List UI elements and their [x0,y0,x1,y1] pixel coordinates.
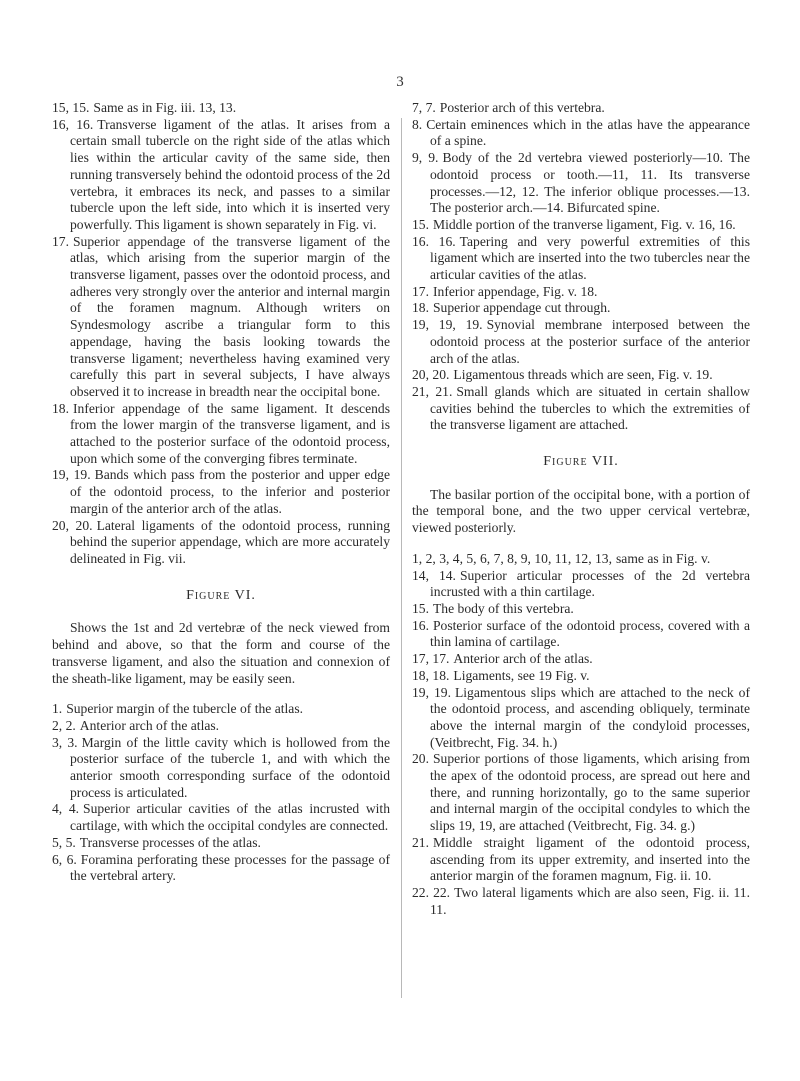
legend-entry [52,835,390,852]
entry-text: Small glands which are situated in certain shallow cavities behind the tubercles to which the extremities of the transverse ligament are attached. [430,383,750,433]
legend-entry [412,317,750,367]
legend-entry [412,668,750,685]
entry-number: 20, 20. [412,367,450,383]
legend-entry [52,701,390,718]
entry-text: Posterior arch of this vertebra. [439,100,605,115]
legend-entry [52,234,390,401]
entry-number: 16. 16. [412,233,456,249]
legend-entry [412,284,750,301]
legend-entry [412,885,750,918]
right-entries-a [412,100,750,434]
entry-text: Ligamentous slips which are attached to the neck of the odontoid process, and ascending obliquely, terminate above the internal margin of the condyloid processes, (Veitbrecht, Fig. 34. h.) [430,684,750,750]
entry-text: Superior margin of the tubercle of the atlas. [66,701,304,717]
entry-text: Superior appendage of the transverse ligament of the atlas, which arising from the superior margin of the transverse ligament, passes over the odontoid process, and adheres very strongly over the anterior and internal margin of the foramen magnum. Although writers on Syndesmology ascribe a triangular form to this appendage, having the basis looking towards the transverse ligament; nevertheless having examined very carefully this part in several subjects, I have always observed it to increase in breadth near the occipital bone. [70,233,390,399]
entry-text: Posterior surface of the odontoid process, covered with a thin lamina of cartilage. [430,617,750,650]
figure-vi-intro: Shows the 1st and 2d vertebræ of the neck viewed from behind and above, so that the form and course of the transverse ligament, and also the situation and connexion of the sheath-like ligament, may be easily seen. [52,620,390,686]
entry-text: Superior articular processes of the 2d vertebra incrusted with a thin cartilage. [430,567,750,600]
entry-number: 15, 15. [52,100,90,115]
entry-text: Superior articular cavities of the atlas incrusted with cartilage, with which the occipital condyles are connected. [70,801,390,834]
entry-text: Middle portion of the tranverse ligament, Fig. v. 16, 16. [433,216,736,232]
entry-text: Inferior appendage, Fig. v. 18. [433,283,598,299]
figure-heading-vi: Figure VI. [186,587,256,603]
entry-number: 3, 3. [52,734,78,750]
entry-number: 18, 18. [412,667,450,683]
legend-entry [412,234,750,284]
entry-text: Margin of the little cavity which is hollowed from the posterior surface of the tubercle 1, and with which the anterior smooth corresponding surface of the odontoid process is articulated. [70,734,390,800]
legend-entry [52,718,390,735]
entry-text: Middle straight ligament of the odontoid process, ascending from its upper extremity, and inserted into the anterior margin of the foramen magnum, Fig. ii. 10. [430,834,750,884]
legend-entry [52,100,390,117]
figure-heading-vii: Figure VII. [543,454,619,470]
left-entries-a [52,100,390,568]
entry-text: Transverse ligament of the atlas. It arises from a certain small tubercle on the right side of the atlas which lies within the articular cavity of the same side, then running transversely behind the odontoid process of the 2d vertebra, it embraces its neck, and passes to a similar tubercle upon the left side, into which it is inserted very powerfully. This ligament is shown separately in Fig. vi. [70,116,390,232]
entry-number: 4, 4. [52,801,80,817]
entry-number: 8. [412,116,423,132]
entry-number: 20, 20. [52,517,93,533]
entry-number: 1. [52,701,63,717]
entry-number: 14, 14. [412,567,456,583]
entry-number: 21, 21. [412,383,453,399]
legend-entry [412,300,750,317]
entry-number: 6, 6. [52,851,77,867]
entry-text: Foramina perforating these processes for the passage of the vertebral artery. [70,851,390,884]
entry-text: Superior appendage cut through. [433,300,611,316]
legend-entry [412,150,750,217]
legend-entry [412,685,750,752]
entry-number: 9, 9. [412,150,439,166]
entry-number: 21. [412,834,429,850]
entry-text: Ligamentous threads which are seen, Fig. v. 19. [453,367,713,383]
legend-entry [412,100,750,117]
entry-text: Anterior arch of the atlas. [79,717,220,733]
right-column [412,100,750,918]
entry-text: same as in Fig. v. [616,550,711,566]
legend-entry [52,117,390,234]
entry-text: Synovial membrane interposed between the odontoid process at the posterior surface of the anterior arch of the atlas. [430,317,750,366]
entry-text: Bands which pass from the posterior and upper edge of the odontoid process, to the inferior and posterior margin of the anterior arch of the atlas. [70,467,390,516]
entry-text: Inferior appendage of the same ligament. It descends from the lower margin of the transverse ligament, and is attached to the posterior surface of the odontoid process, upon which some of the converging fibres terminate. [70,400,390,466]
entry-text: Tapering and very powerful extremities of this ligament which are inserted into the two tubercles near the articular cavities of the atlas. [430,233,750,283]
entry-number: 5, 5. [52,834,76,850]
legend-entry [412,217,750,234]
entry-text: Superior portions of those ligaments, which arising from the apex of the odontoid process, are spread out here and there, and running horizontally, go to the same superior and internal margin of the occipital condyles to which the slips 19, 19, are attached (Veitbrecht, Fig. 34. g.) [430,751,750,834]
entry-number: 16, 16. [52,116,94,132]
entry-number: 18. [412,300,429,316]
entry-number: 19, 19. [412,684,451,700]
legend-entry [412,568,750,601]
left-entries-b [52,701,390,885]
entry-number: 19, 19. [52,467,91,483]
entry-number: 17. [412,283,429,299]
entry-number: 1, 2, 3, 4, 5, 6, 7, 8, 9, 10, 11, 12, 13, [412,550,613,566]
entry-text: The body of this vertebra. [433,600,574,616]
legend-entry [412,651,750,668]
legend-entry [52,735,390,802]
entry-number: 20. [412,751,429,767]
legend-entry [52,801,390,834]
right-entries-b [412,551,750,918]
entry-text: Certain eminences which in the atlas have the appearance of a spine. [426,116,750,149]
entry-number: 22. 22. [412,884,451,900]
entry-number: 18. [52,400,69,416]
entry-number: 16. [412,617,429,633]
entry-text: Lateral ligaments of the odontoid process, running behind the superior appendage, which are more accurately delineated in Fig. vii. [70,517,391,566]
legend-entry [412,618,750,651]
legend-entry [412,835,750,885]
legend-entry [52,467,390,517]
legend-entry [52,518,390,568]
legend-entry [412,551,750,568]
entry-number: 15. [412,216,429,232]
entry-text: Anterior arch of the atlas. [453,651,593,667]
entry-number: 2, 2. [52,717,76,733]
legend-entry [412,384,750,434]
entry-number: 19, 19, 19. [412,317,483,333]
column-divider [401,118,402,998]
figure-vii-intro: The basilar portion of the occipital bone, with a portion of the temporal bone, and the two upper cervical vertebræ, viewed posteriorly. [412,486,750,536]
entry-text: Same as in Fig. iii. 13, 13. [93,100,237,115]
entry-text: Two lateral ligaments which are also seen, Fig. ii. 11. 11. [430,884,750,917]
left-column [52,100,390,885]
legend-entry [52,401,390,468]
legend-entry [412,117,750,150]
entry-text: Ligaments, see 19 Fig. v. [453,667,590,683]
entry-number: 7, 7. [412,100,436,115]
page-number: 3 [396,74,404,90]
entry-number: 17, 17. [412,651,450,667]
entry-number: 15. [412,600,429,616]
legend-entry [52,852,390,885]
legend-entry [412,751,750,835]
legend-entry [412,601,750,618]
entry-text: Transverse processes of the atlas. [79,834,261,850]
legend-entry [412,367,750,384]
entry-number: 17. [52,233,69,249]
entry-text: Body of the 2d vertebra viewed posteriorly—10. The odontoid process or tooth.—11, 11. Its transverse processes.—12, 12. The inferior oblique processes.—13. The posterior arch.—14. Bifurcated spine. [430,150,750,216]
